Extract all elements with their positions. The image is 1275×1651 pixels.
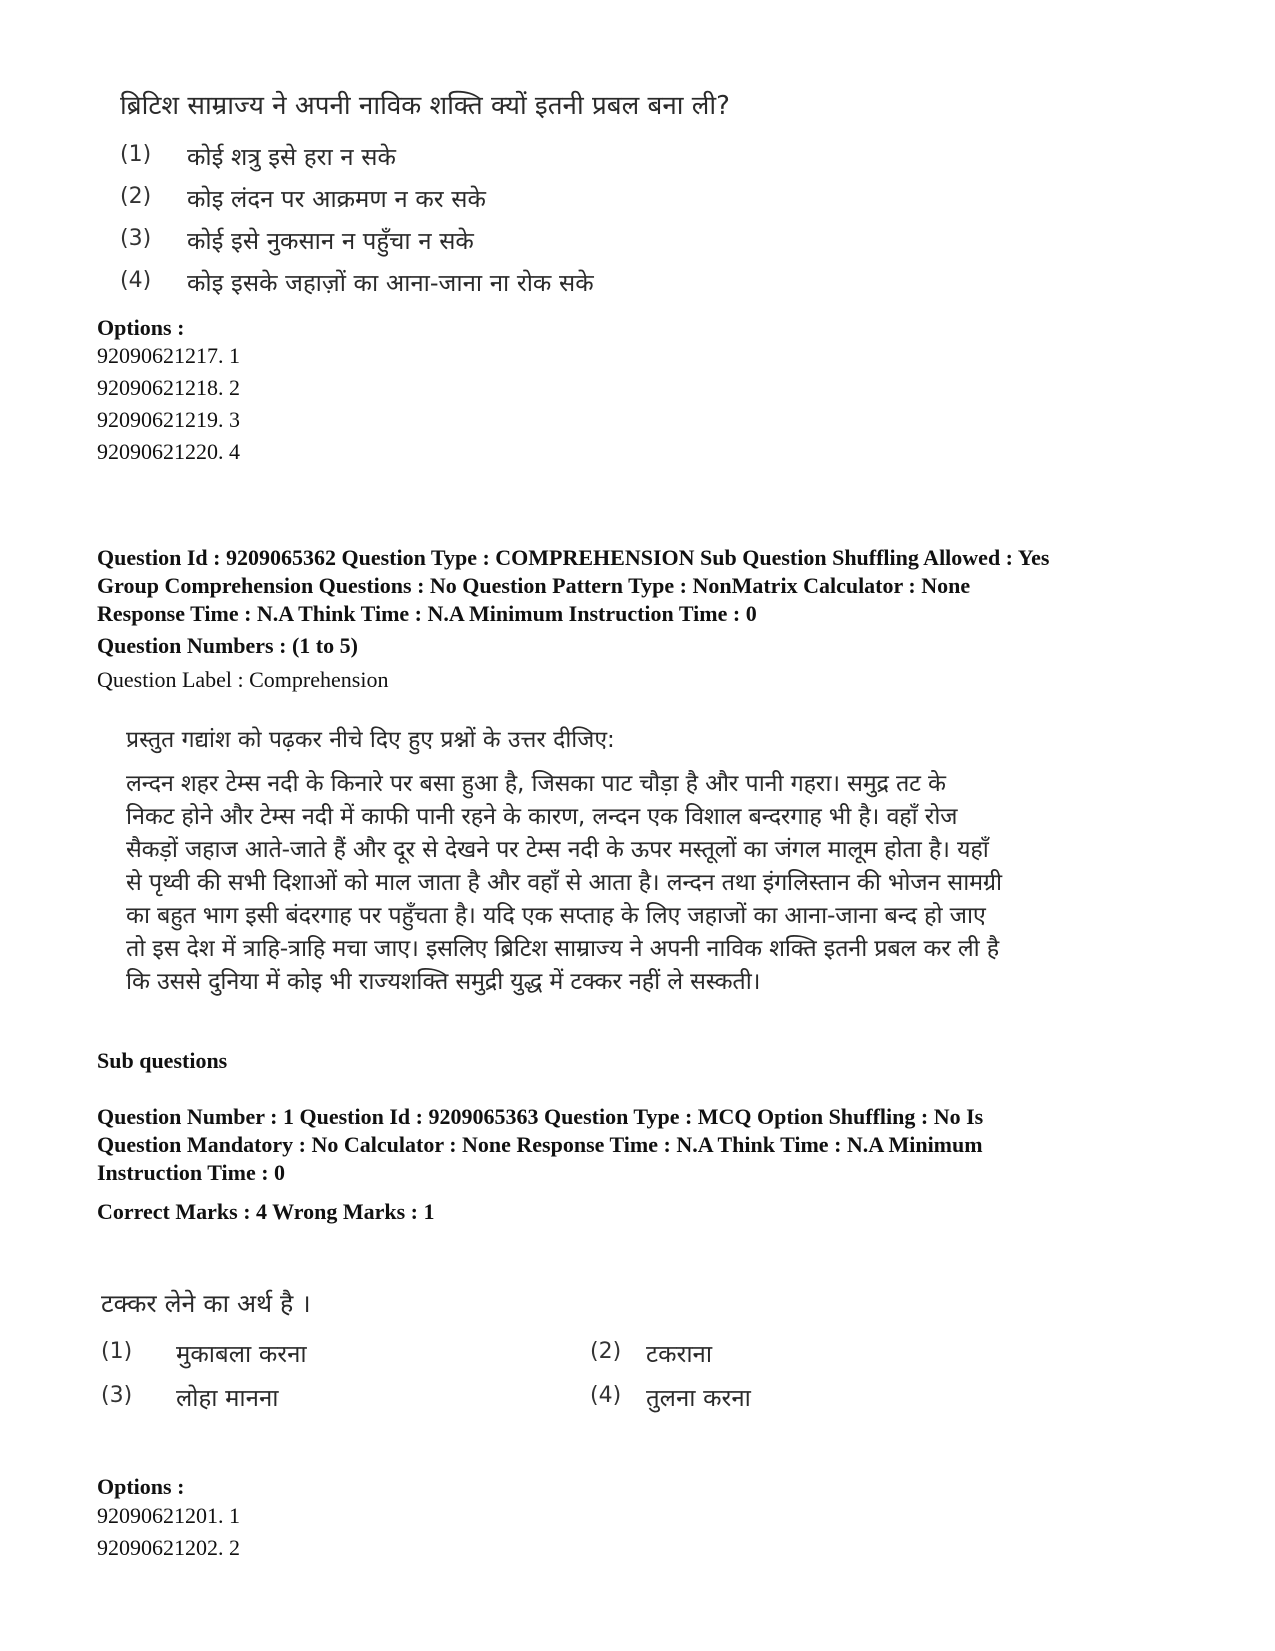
choice-number: (1) [120,142,152,167]
choice-text: मुकाबला करना [176,1340,307,1368]
passage [126,767,1126,998]
option-item: 92090621219. 3 [97,407,240,432]
option-item: 92090621202. 2 [97,1535,240,1560]
choice-number: (1) [101,1339,133,1364]
passage-line: निकट होने और टेम्स नदी में काफी पानी रहने के कारण, लन्दन एक विशाल बन्दरगाह भी है। वहाँ रोज [126,802,958,830]
meta-line: Instruction Time : 0 [97,1160,286,1185]
choice-number: (4) [120,268,152,293]
choice-number: (2) [120,184,152,209]
choice-text: कोइ इसके जहाज़ों का आना-जाना ना रोक सके [187,269,594,297]
choice-text: लोहा मानना [176,1384,279,1412]
choice-number: (3) [101,1383,133,1408]
choice-text: टकराना [646,1340,713,1368]
option-item: 92090621217. 1 [97,343,240,368]
meta-line: Question Id : 9209065362 Question Type : COMPREHENSION Sub Question Shuffling Allowed : Yes [97,545,1050,570]
marks-info: Correct Marks : 4 Wrong Marks : 1 [97,1199,435,1224]
meta-line: Response Time : N.A Think Time : N.A Minimum Instruction Time : 0 [97,601,757,626]
sub-question-text: टक्कर लेने का अर्थ है । [101,1289,311,1318]
sub-questions-heading: Sub questions [97,1048,228,1073]
prev-question-text: ब्रिटिश साम्राज्य ने अपनी नाविक शक्ति क्यों इतनी प्रबल बना ली? [120,91,730,121]
meta-line: Question Mandatory : No Calculator : None Response Time : N.A Think Time : N.A Minimum [97,1132,983,1157]
choice-text: कोई इसे नुकसान न पहुँचा न सके [187,227,474,255]
sub-question-meta [97,1103,1207,1187]
passage-line: का बहुत भाग इसी बंदरगाह पर पहुँचता है। यदि एक सप्ताह के लिए जहाजों का आना-जाना बन्द हो जाए [126,901,986,929]
comprehension-meta [97,544,1207,628]
passage-line: कि उससे दुनिया में कोइ भी राज्यशक्ति समुद्री युद्ध में टक्कर नहीं ले सस्कती। [126,967,761,995]
meta-line: Question Number : 1 Question Id : 9209065363 Question Type : MCQ Option Shuffling : No Is [97,1104,984,1129]
choice-text: कोइ लंदन पर आक्रमण न कर सके [187,185,486,213]
question-numbers: Question Numbers : (1 to 5) [97,633,358,658]
passage-line: तो इस देश में त्राहि-त्राहि मचा जाए। इसलिए ब्रिटिश साम्राज्य ने अपनी नाविक शक्ति इतनी प्रबल कर ली है [126,934,999,962]
passage-line: लन्दन शहर टेम्स नदी के किनारे पर बसा हुआ है, जिसका पाट चौड़ा है और पानी गहरा। समुद्र तट के [126,769,946,797]
choice-text: तुलना करना [646,1384,751,1412]
options-heading: Options : [97,315,185,340]
option-item: 92090621218. 2 [97,375,240,400]
choice-number: (3) [120,226,152,251]
passage-instruction: प्रस्तुत गद्यांश को पढ़कर नीचे दिए हुए प्रश्नों के उत्तर दीजिए: [126,727,615,753]
question-label: Question Label : Comprehension [97,667,389,692]
options-heading: Options : [97,1474,185,1499]
options-list [97,1501,240,1565]
choice-text: कोई शत्रु इसे हरा न सके [187,143,396,171]
options-list [97,341,240,469]
choice-number: (2) [590,1339,622,1364]
passage-line: सैकड़ों जहाज आते-जाते हैं और दूर से देखने पर टेम्स नदी के ऊपर मस्तूलों का जंगल मालूम होता है। यहाँ [126,835,989,863]
option-item: 92090621220. 4 [97,439,240,464]
meta-line: Group Comprehension Questions : No Question Pattern Type : NonMatrix Calculator : None [97,573,971,598]
choice-number: (4) [590,1383,622,1408]
option-item: 92090621201. 1 [97,1503,240,1528]
passage-line: से पृथ्वी की सभी दिशाओं को माल जाता है और वहाँ से आता है। लन्दन तथा इंगलिस्तान की भोजन सामग्री [126,868,1002,896]
